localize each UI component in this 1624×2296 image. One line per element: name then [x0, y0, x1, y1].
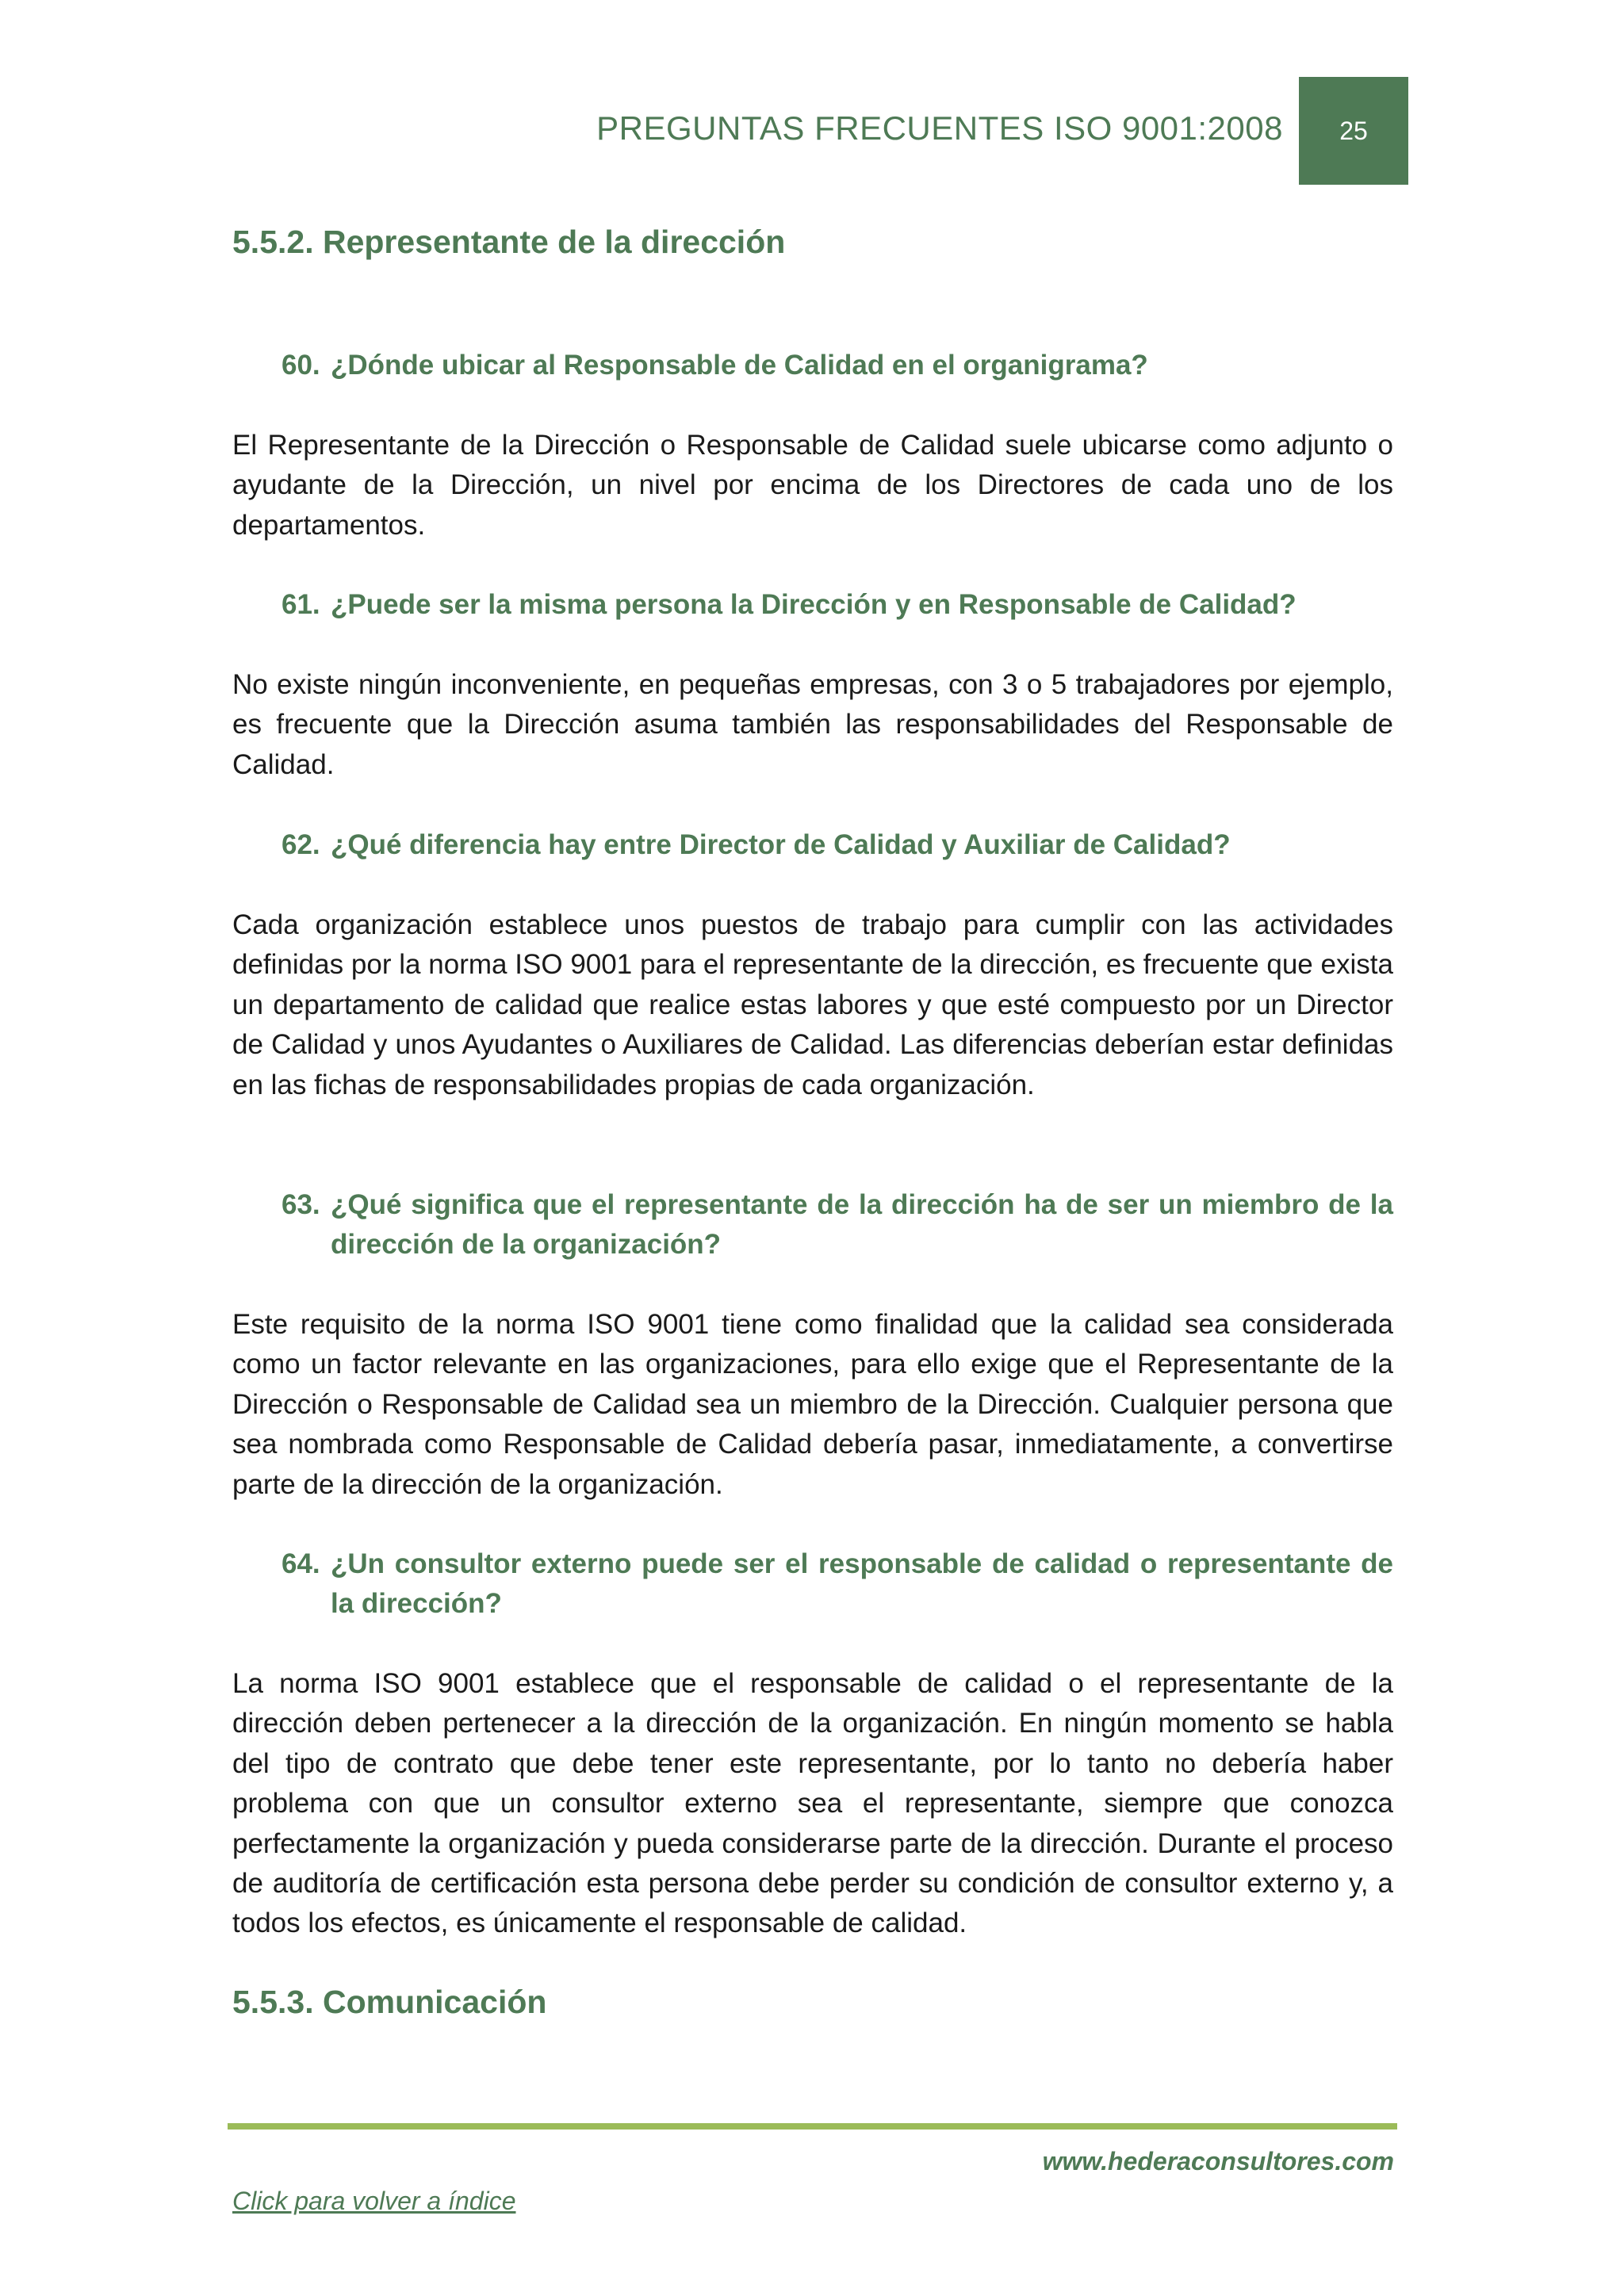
back-to-index-link[interactable]: Click para volver a índice [232, 2187, 516, 2215]
question-63 [282, 1185, 1393, 1265]
answer-64: La norma ISO 9001 establece que el responsable de calidad o el representante de la dirección deben pertenecer a la dirección de la organización. En ningún momento se habla del tipo de contrato que debe tener este representante, por lo tanto no debería haber problema con que un consultor externo sea el representante, siempre que conozca perfectamente la organización y pueda considerarse parte de la dirección. Durante el proceso de auditoría de certificación esta persona debe perder su condición de consultor externo y, a todos los efectos, es únicamente el responsable de calidad. [232, 1668, 1393, 1939]
question-text: ¿Puede ser la misma persona la Dirección y en Responsable de Calidad? [331, 589, 1297, 620]
footer-divider [228, 2123, 1397, 2130]
question-number: 62. [282, 829, 320, 860]
answer-63: Este requisito de la norma ISO 9001 tiene como finalidad que la calidad sea considerada como un factor relevante en las organizaciones, para ello exige que el Representante de la Dirección o Responsable de Calidad sea un miembro de la Dirección. Cualquier persona que sea nombrada como Responsable de Calidad debería pasar, inmediatamente, a convertirse parte de la dirección de la organización. [232, 1309, 1393, 1500]
question-text: ¿Qué significa que el representante de la dirección ha de ser un miembro de la dirección de la organización? [331, 1189, 1393, 1260]
question-number: 60. [282, 350, 320, 381]
question-text: ¿Un consultor externo puede ser el responsable de calidad o representante de la dirección? [331, 1548, 1393, 1619]
question-60 [282, 346, 1393, 385]
question-number: 64. [282, 1548, 320, 1579]
page-number: 25 [1339, 116, 1368, 145]
running-header-title: PREGUNTAS FRECUENTES ISO 9001:2008 [596, 109, 1283, 147]
question-61 [282, 585, 1393, 625]
question-64 [282, 1544, 1393, 1624]
answer-62: Cada organización establece unos puestos de trabajo para cumplir con las actividades definidas por la norma ISO 9001 para el representante de la dirección, es frecuente que exista un departamento de calidad que realice estas labores y que esté compuesto por un Director de Calidad y unos Ayudantes o Auxiliares de Calidad. Las diferencias deberían estar definidas en las fichas de responsabilidades propias de cada organización. [232, 909, 1393, 1100]
question-62 [282, 825, 1393, 865]
question-text: ¿Dónde ubicar al Responsable de Calidad en el organigrama? [331, 350, 1148, 381]
footer-website: www.hederaconsultores.com [1042, 2147, 1394, 2175]
question-number: 63. [282, 1189, 320, 1220]
answer-60: El Representante de la Dirección o Responsable de Calidad suele ubicarse como adjunto o ayudante de la Dirección, un nivel por encima de los Directores de cada uno de los departamentos. [232, 430, 1393, 541]
question-number: 61. [282, 589, 320, 620]
question-text: ¿Qué diferencia hay entre Director de Calidad y Auxiliar de Calidad? [331, 829, 1231, 860]
page-number-badge [1299, 77, 1408, 185]
section-heading-5-5-3: 5.5.3. Comunicación [232, 1984, 547, 2020]
section-heading-5-5-2: 5.5.2. Representante de la dirección [232, 224, 786, 260]
answer-61: No existe ningún inconveniente, en pequeñas empresas, con 3 o 5 trabajadores por ejemplo, es frecuente que la Dirección asuma también las responsabilidades del Responsable de Calidad. [232, 669, 1393, 780]
